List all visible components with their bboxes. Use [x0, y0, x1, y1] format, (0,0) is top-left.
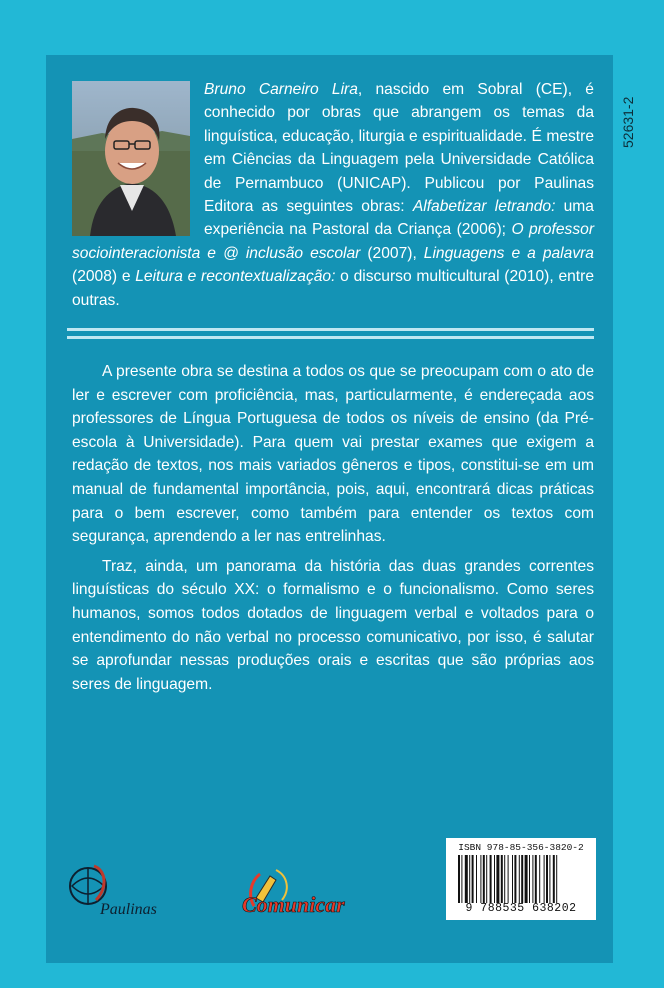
- barcode-bar: [486, 855, 487, 903]
- divider-bottom: [67, 336, 594, 339]
- description-paragraph: A presente obra se destina a todos os que se preocupam com o ato de ler e escrever com proficiência, mas, particularmente, é endereçada aos professores de Língua Portuguesa de todos os níveis de ensino (da Pré-escola à Universidade). Para quem vai prestar exames que exigem a redação de textos, nos mais variados gêneros e tipos, constitui-se em um manual de fundamental importância, pois, aqui, encontrará dicas práticas para o bem escrever, como também para entender os textos com segurança, aprendendo a ler nas entrelinhas.: [72, 363, 594, 546]
- barcode-bar: [458, 855, 460, 903]
- description-paragraph: Traz, ainda, um panorama da história das duas grandes correntes linguísticas do século XX: o formalismo e o funcionalismo. Como seres humanos, somos todos dotados de linguagem verbal e voltados para o entendimento do não verbal no processo comunicativo, por isso, é salutar se aprofundar nessas produções orais e escritas que são próprias aos seres de linguagem.: [72, 557, 594, 693]
- barcode-bar: [539, 855, 540, 903]
- barcode-bar: [465, 855, 468, 903]
- barcode-bar: [553, 855, 555, 903]
- barcode-bar: [525, 855, 528, 903]
- work-title: O professor sociointeracionista e @ inclusão escolar: [72, 221, 595, 262]
- barcode-bar: [504, 855, 505, 903]
- paulinas-wordmark: Paulinas: [100, 901, 157, 918]
- barcode-bar: [469, 855, 470, 903]
- barcode-bar: [544, 855, 545, 903]
- barcode-bar: [546, 855, 548, 903]
- author-bio: [72, 78, 594, 312]
- bio-intro: , nascido em Sobral (CE), é conhecido por obras que abrangem os temas da linguística, educação, liturgia e espiritualidade. É mestre em Ciências da Linguagem pela Universidade Católica de Pernambuco (UNICAP). Publicou por Paulinas Editora as seguintes obras:: [204, 81, 594, 216]
- bio-text: (2008) e: [72, 268, 136, 286]
- barcode-bar: [472, 855, 474, 903]
- barcode-bar: [476, 855, 477, 903]
- catalog-code: 52631-2: [620, 96, 636, 148]
- barcode-bar: [514, 855, 516, 903]
- comunicar-logo: [236, 864, 366, 920]
- divider-top: [67, 328, 594, 331]
- barcode-bar: [483, 855, 485, 903]
- work-title: Linguagens e a palavra: [423, 244, 594, 262]
- barcode-bar: [529, 855, 530, 903]
- barcode-bar: [496, 855, 499, 903]
- paulinas-logo: [66, 860, 166, 920]
- barcode-bar: [556, 855, 557, 903]
- barcode-bars: [458, 855, 586, 903]
- bio-text: o discurso multicultural (2010), entre outras.: [72, 268, 594, 309]
- barcode-bar: [519, 855, 520, 903]
- barcode-bar: [480, 855, 481, 903]
- barcode-bar: [535, 855, 537, 903]
- barcode-bar: [508, 855, 509, 903]
- barcode-bar: [532, 855, 533, 903]
- barcode: [446, 838, 596, 920]
- bio-text: uma experiência na Pastoral da Criança (2006);: [204, 198, 594, 239]
- barcode-bar: [490, 855, 492, 903]
- book-description: [72, 360, 594, 702]
- barcode-bar: [549, 855, 550, 903]
- author-name: Bruno Carneiro Lira: [204, 81, 358, 98]
- isbn-label: ISBN 978-85-356-3820-2: [458, 842, 584, 853]
- work-title: Leitura e recontextualização:: [135, 268, 336, 286]
- barcode-bar: [461, 855, 462, 903]
- barcode-bar: [521, 855, 523, 903]
- bio-text: (2007),: [360, 244, 424, 262]
- barcode-bar: [494, 855, 495, 903]
- barcode-bar: [512, 855, 513, 903]
- barcode-digits: 9 788535 638202: [465, 902, 577, 915]
- comunicar-wordmark: Comunicar: [242, 892, 345, 917]
- barcode-bar: [501, 855, 503, 903]
- work-title: Alfabetizar letrando:: [412, 198, 556, 216]
